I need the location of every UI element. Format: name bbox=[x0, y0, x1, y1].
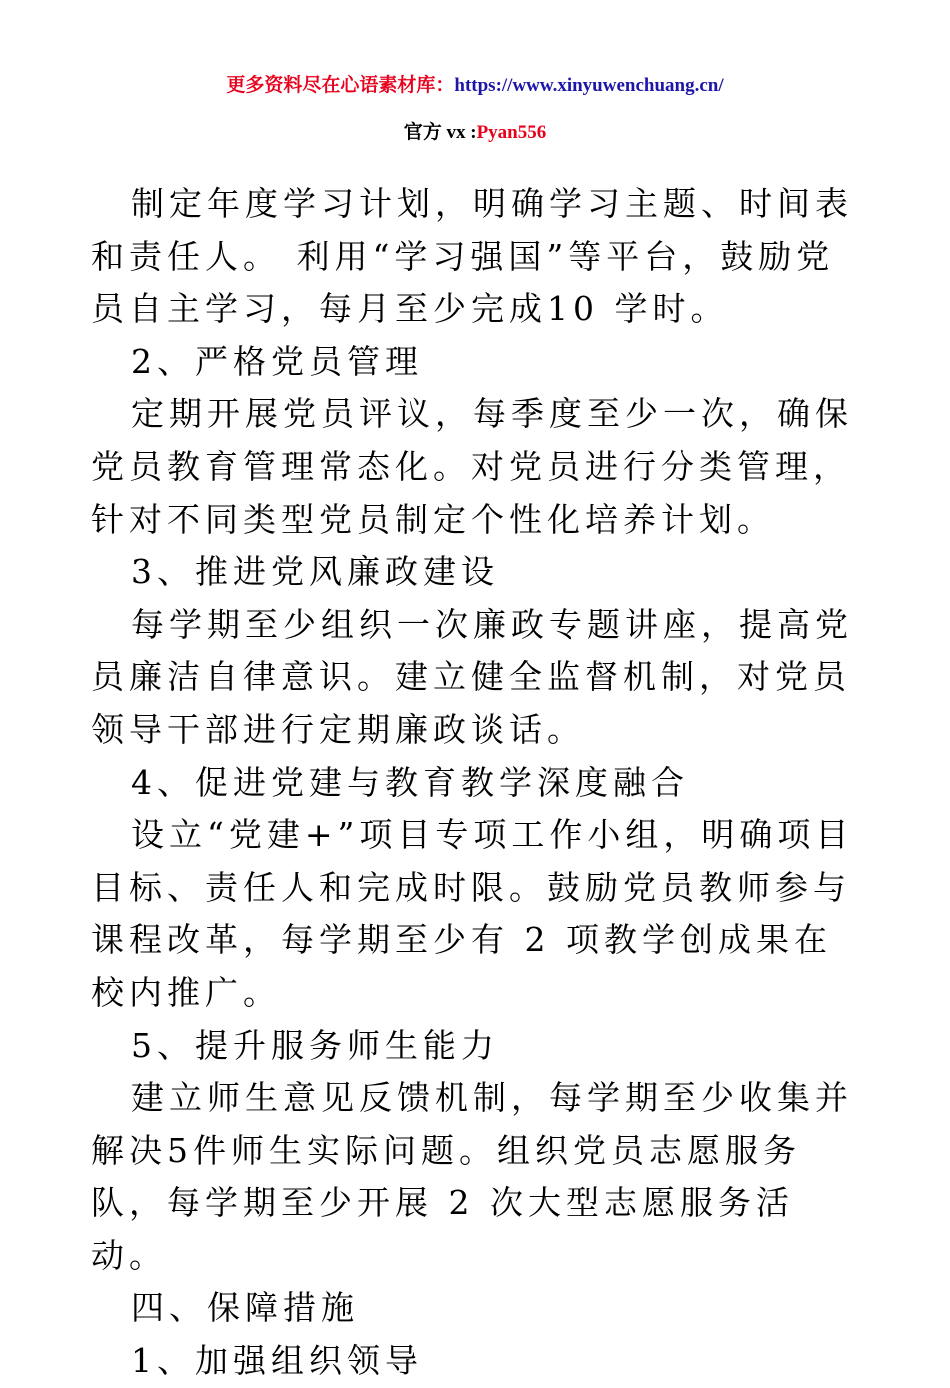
paragraph-integrity-building: 每学期至少组织一次廉政专题讲座，提高党员廉洁自律意识。建立健全监督机制，对党员领导干部进行定期廉政谈话。 bbox=[91, 604, 853, 749]
paragraph-study-plan: 制定年度学习计划，明确学习主题、时间表和责任人。 利用“学习强国”等平台，鼓励党员自主学习，每月至少完成10 学时。 bbox=[91, 184, 853, 329]
header-contact-line bbox=[0, 117, 950, 144]
heading-party-education-integration: 4、促进党建与教育教学深度融合 bbox=[131, 762, 689, 802]
heading-safeguard-measures: 四、保障措施 bbox=[131, 1288, 359, 1328]
paragraph-party-education-integration: 设立“党建+”项目专项工作小组，明确项目目标、责任人和完成时限。鼓励党员教师参与课程改革，每学期至少有 2 项教学创成果在校内推广。 bbox=[91, 815, 854, 1012]
paragraph-member-management: 定期开展党员评议，每季度至少一次，确保党员教育管理常态化。对党员进行分类管理，针对不同类型党员制定个性化培养计划。 bbox=[91, 394, 853, 539]
source-label: 更多资料尽在心语素材库： bbox=[226, 75, 455, 96]
source-url-link[interactable]: https://www.xinyuwenchuang.cn/ bbox=[454, 75, 724, 96]
contact-id: Pyan556 bbox=[476, 122, 547, 143]
contact-label: 官方 vx : bbox=[403, 122, 477, 143]
heading-service-ability: 5、提升服务师生能力 bbox=[131, 1025, 499, 1065]
heading-member-management: 2、严格党员管理 bbox=[131, 341, 423, 381]
paragraph-service-ability: 建立师生意见反馈机制，每学期至少收集并解决5件师生实际问题。组织党员志愿服务队，每学期至少开展 2 次大型志愿服务活动。 bbox=[91, 1078, 853, 1275]
document-body bbox=[91, 178, 866, 1388]
header-source-line bbox=[0, 70, 950, 97]
heading-organizational-leadership: 1、加强组织领导 bbox=[131, 1341, 423, 1381]
heading-integrity-building: 3、推进党风廉政建设 bbox=[131, 552, 499, 592]
